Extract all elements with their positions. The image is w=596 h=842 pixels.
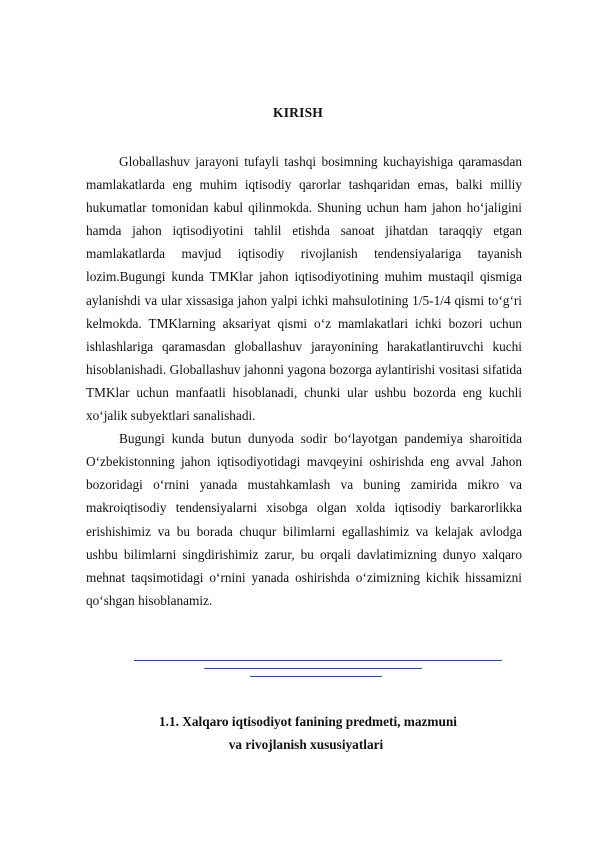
section-heading-line: 1.1. Xalqaro iqtisodiyot fanining predmeti, mazmuni: [159, 714, 457, 729]
divider-line: [250, 676, 382, 677]
section-heading: [86, 710, 522, 756]
paragraph: Globallashuv jarayoni tufayli tashqi bosimning kuchayishiga qaramasdan mamlakatlarda eng muhim iqtisodiy qarorlar tashqaridan emas, balki milliy hukumatlar tomonidan kabul qilinmokda. Shuning uchun ham jahon ho‘jaligini hamda jahon iqtisodiyotini tahlil etishda sanoat jihatdan taraqqiy etgan mamlakatlarda mavjud iqtisodiy rivojlanish tendensiyalariga tayanish lozim.Bugungi kunda TMKlar jahon iqtisodiyotining muhim mustaqil qismiga aylanishdi va ular xissasiga jahon yalpi ichki mahsulotining 1/5-1/4 qismi to‘g‘ri kelmokda. TMKlarning aksariyat qismi o‘z mamlakatlari ichki bozori uchun ishlashlariga qaramasdan globallashuv jarayonining harakatlantiruvchi kuchi hisoblanishadi. Globallashuv jahonni yagona bozorga aylantirishi vositasi sifatida TMKlar uchun manfaatli hisoblanadi, chunki ular ushbu bozorda eng kuchli xo‘jalik subyektlari sanalishadi.: [86, 154, 522, 424]
paragraph: Bugungi kunda butun dunyoda sodir bo‘layotgan pandemiya sharoitida O‘zbekistonning jahon iqtisodiyotidagi mavqeyini oshirishda eng avval Jahon bozoridagi o‘rnini yanada mustahkamlash va buning zamirida mikro va makroiqtisodiy tendensiyalarni xisobga olgan xolda iqtisodiy barkarorlikka erishishimiz va bu borada chuqur bilimlarni egallashimiz va kelajak avlodga ushbu bilimlarni singdirishimiz zarur, bu orqali davlatimizning dunyo xalqaro mehnat taqsimotidagi o‘rnini yanada oshirishda o‘zimizning kichik hissamizni qo‘shgan hisoblanamiz.: [86, 431, 522, 608]
section-heading-line: va rivojlanish xususiyatlari: [228, 737, 384, 752]
body-text: [86, 150, 522, 612]
page-title: KIRISH: [273, 105, 323, 120]
divider-line: [204, 668, 422, 669]
divider-line: [134, 660, 502, 661]
